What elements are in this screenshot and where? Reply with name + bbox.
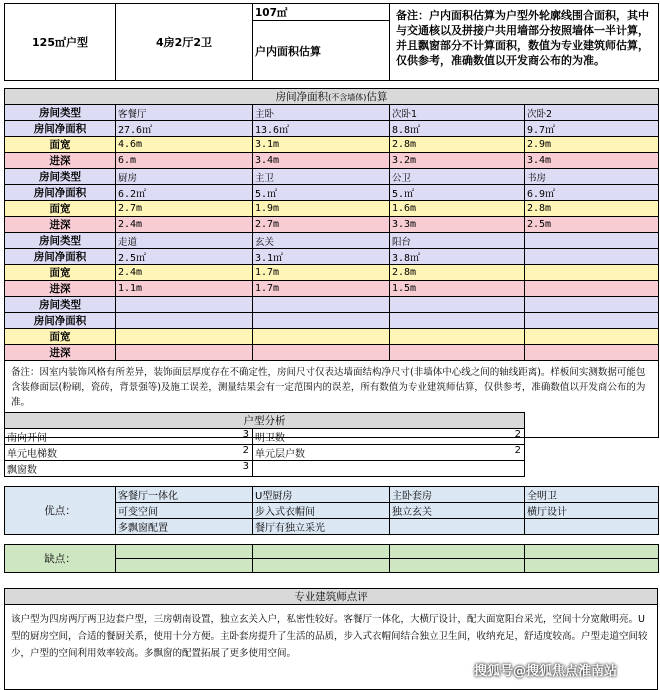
row-label-area: 房间净面积 (5, 185, 116, 201)
room-width-cell: 1.6m (390, 201, 525, 217)
pros-item: 独立玄关 (390, 503, 525, 519)
pros-item: U型厨房 (253, 487, 390, 503)
row-label-width: 面宽 (5, 265, 116, 281)
room-area-title-suffix: 估算 (366, 91, 388, 103)
row-label-area: 房间净面积 (5, 121, 116, 137)
room-width-cell: 1.9m (253, 201, 390, 217)
room-depth-cell: 3.4m (253, 153, 390, 169)
room-area-cell: 2.5㎡ (116, 249, 253, 265)
analysis-value: 3 (242, 429, 249, 440)
analysis-value: 2 (514, 445, 521, 456)
watermark-text: 搜狐号@搜狐焦点淮南站 (474, 664, 618, 679)
room-depth-cell: 1.7m (253, 281, 390, 297)
review-title: 专业建筑师点评 (5, 589, 658, 605)
row-label-depth: 进深 (5, 217, 116, 233)
room-width-cell: 1.7m (253, 265, 390, 281)
header-note: 备注：户内面积估算为户型外轮廓线围合面积，其中与交通核以及拼接户共用墙部分按照墙体一半计算，并且飘窗部分不计算面积，数值为专业建筑师估算，仅供参考，准确数值以开发商公布的为准。 (390, 4, 659, 81)
analysis-label: 单元电梯数 (7, 449, 57, 460)
room-name-cell: 次卧2 (525, 105, 659, 121)
room-area-cell (390, 313, 525, 329)
room-width-cell: 2.8m (525, 201, 659, 217)
room-area-cell: 6.9㎡ (525, 185, 659, 201)
row-label-area: 房间净面积 (5, 249, 116, 265)
cons-cell (253, 545, 390, 559)
room-area-cell: 3.8㎡ (390, 249, 525, 265)
room-area-table (4, 88, 659, 438)
area-title: 125㎡户型 (5, 4, 116, 81)
row-label-type: 房间类型 (5, 105, 116, 121)
row-label-type: 房间类型 (5, 169, 116, 185)
room-depth-cell: 1.5m (390, 281, 525, 297)
room-area-title-note: (不含墙体) (328, 93, 367, 102)
room-depth-cell (390, 345, 525, 361)
room-name-cell: 厨房 (116, 169, 253, 185)
analysis-left-cell (5, 429, 253, 445)
room-width-cell (253, 329, 390, 345)
room-name-cell: 书房 (525, 169, 659, 185)
room-name-cell: 走道 (116, 233, 253, 249)
room-name-cell (116, 297, 253, 313)
interior-area-label: 户内面积估算 (253, 21, 390, 81)
interior-area-value: 107㎡ (253, 4, 390, 21)
room-depth-cell: 3.2m (390, 153, 525, 169)
room-depth-cell: 6.m (116, 153, 253, 169)
layout-title: 4房2厅2卫 (116, 4, 253, 81)
room-name-cell: 次卧1 (390, 105, 525, 121)
header-table (4, 3, 659, 81)
row-label-type: 房间类型 (5, 297, 116, 313)
room-width-cell: 2.8m (390, 137, 525, 153)
cons-cell (390, 545, 525, 559)
pros-item: 客餐厅一体化 (116, 487, 253, 503)
analysis-left-cell (5, 445, 253, 461)
cons-cell (116, 559, 253, 573)
room-name-cell: 主卧 (253, 105, 390, 121)
analysis-value: 3 (242, 461, 249, 472)
analysis-label: 单元层户数 (255, 449, 305, 460)
pros-item: 全明卫 (525, 487, 659, 503)
room-width-cell (116, 329, 253, 345)
analysis-right-cell (253, 429, 525, 445)
row-label-depth: 进深 (5, 345, 116, 361)
room-width-cell: 2.9m (525, 137, 659, 153)
pros-item (525, 519, 659, 535)
room-area-cell (116, 313, 253, 329)
room-area-cell: 27.6㎡ (116, 121, 253, 137)
pros-item (390, 519, 525, 535)
room-depth-cell: 2.4m (116, 217, 253, 233)
room-depth-cell: 3.3m (390, 217, 525, 233)
room-area-title (5, 89, 659, 105)
room-name-cell: 玄关 (253, 233, 390, 249)
room-width-cell: 2.7m (116, 201, 253, 217)
cons-cell (525, 559, 659, 573)
pros-item: 横厅设计 (525, 503, 659, 519)
pros-item: 步入式衣帽间 (253, 503, 390, 519)
room-area-cell (525, 313, 659, 329)
pros-item: 主卧套房 (390, 487, 525, 503)
room-area-cell: 9.7㎡ (525, 121, 659, 137)
room-depth-cell (525, 281, 659, 297)
row-label-depth: 进深 (5, 153, 116, 169)
room-area-cell: 5.㎡ (390, 185, 525, 201)
row-label-width: 面宽 (5, 137, 116, 153)
analysis-value: 2 (514, 429, 521, 440)
room-name-cell (253, 297, 390, 313)
room-name-cell (390, 297, 525, 313)
analysis-right-cell (253, 461, 525, 477)
room-area-cell: 6.2㎡ (116, 185, 253, 201)
room-name-cell: 客餐厅 (116, 105, 253, 121)
room-depth-cell: 1.1m (116, 281, 253, 297)
room-area-cell (525, 249, 659, 265)
row-label-width: 面宽 (5, 329, 116, 345)
cons-table (4, 544, 659, 573)
analysis-left-cell (5, 461, 253, 477)
pros-item: 可变空间 (116, 503, 253, 519)
row-label-width: 面宽 (5, 201, 116, 217)
room-depth-cell (253, 345, 390, 361)
room-name-cell: 阳台 (390, 233, 525, 249)
cons-label: 缺点： (5, 545, 116, 573)
row-label-depth: 进深 (5, 281, 116, 297)
room-area-cell: 3.1㎡ (253, 249, 390, 265)
pros-label: 优点： (5, 487, 116, 535)
analysis-label: 飘窗数 (7, 465, 37, 476)
cons-cell (390, 559, 525, 573)
room-name-cell: 公卫 (390, 169, 525, 185)
room-depth-cell (116, 345, 253, 361)
room-area-cell: 8.8㎡ (390, 121, 525, 137)
room-area-cell: 13.6㎡ (253, 121, 390, 137)
room-depth-cell: 2.7m (253, 217, 390, 233)
pros-item: 餐厅有独立采光 (253, 519, 390, 535)
cons-cell (116, 545, 253, 559)
room-depth-cell: 2.5m (525, 217, 659, 233)
room-width-cell (525, 265, 659, 281)
room-width-cell: 3.1m (253, 137, 390, 153)
room-area-cell: 5.㎡ (253, 185, 390, 201)
review-text: 该户型为四房两厅两卫边套户型，三房朝南设置，独立玄关入户，私密性较好。客餐厅一体化，大横厅设计，配大面宽阳台采光，空间十分宽敞明亮。U型的厨房空间，合适的餐厨关系，使用十分方便。主卧套房提升了生活的品质，步入式衣帽间结合独立卫生间，收纳充足，舒适度较高。户型走道空间较少，户型的空间利用效率较高。多飘窗的配置拓展了更多使用空间。 (5, 605, 658, 690)
pros-table (4, 486, 659, 535)
analysis-table (4, 412, 525, 477)
row-label-type: 房间类型 (5, 233, 116, 249)
row-label-area: 房间净面积 (5, 313, 116, 329)
room-area-title-text: 房间净面积 (275, 91, 329, 103)
room-width-cell: 4.6m (116, 137, 253, 153)
pros-item: 多飘窗配置 (116, 519, 253, 535)
room-depth-cell (525, 345, 659, 361)
analysis-value: 2 (242, 445, 249, 456)
room-name-cell: 主卫 (253, 169, 390, 185)
analysis-right-cell (253, 445, 525, 461)
room-width-cell (390, 329, 525, 345)
analysis-label: 明卫数 (255, 433, 285, 444)
room-width-cell (525, 329, 659, 345)
room-name-cell (525, 297, 659, 313)
analysis-label: 南向开间 (7, 433, 47, 444)
room-area-cell (253, 313, 390, 329)
room-width-cell: 2.4m (116, 265, 253, 281)
room-area-note: 备注：因室内装饰风格有所差异，装饰面层厚度存在不确定性，房间尺寸仅表达墙面结构净尺寸(非墙体中心线之间的轴线距离)。样板间实测数据可能包含装修面层(粉刷，瓷砖，背景强等)及施工误差，测量结果会有一定范围内的误差，所有数值为专业建筑师估算，仅供参考，准确数值以开发商公布的为准。 (5, 361, 659, 438)
room-depth-cell: 3.4m (525, 153, 659, 169)
analysis-title: 户型分析 (5, 413, 525, 429)
cons-cell (525, 545, 659, 559)
room-width-cell: 2.8m (390, 265, 525, 281)
room-name-cell (525, 233, 659, 249)
cons-cell (253, 559, 390, 573)
